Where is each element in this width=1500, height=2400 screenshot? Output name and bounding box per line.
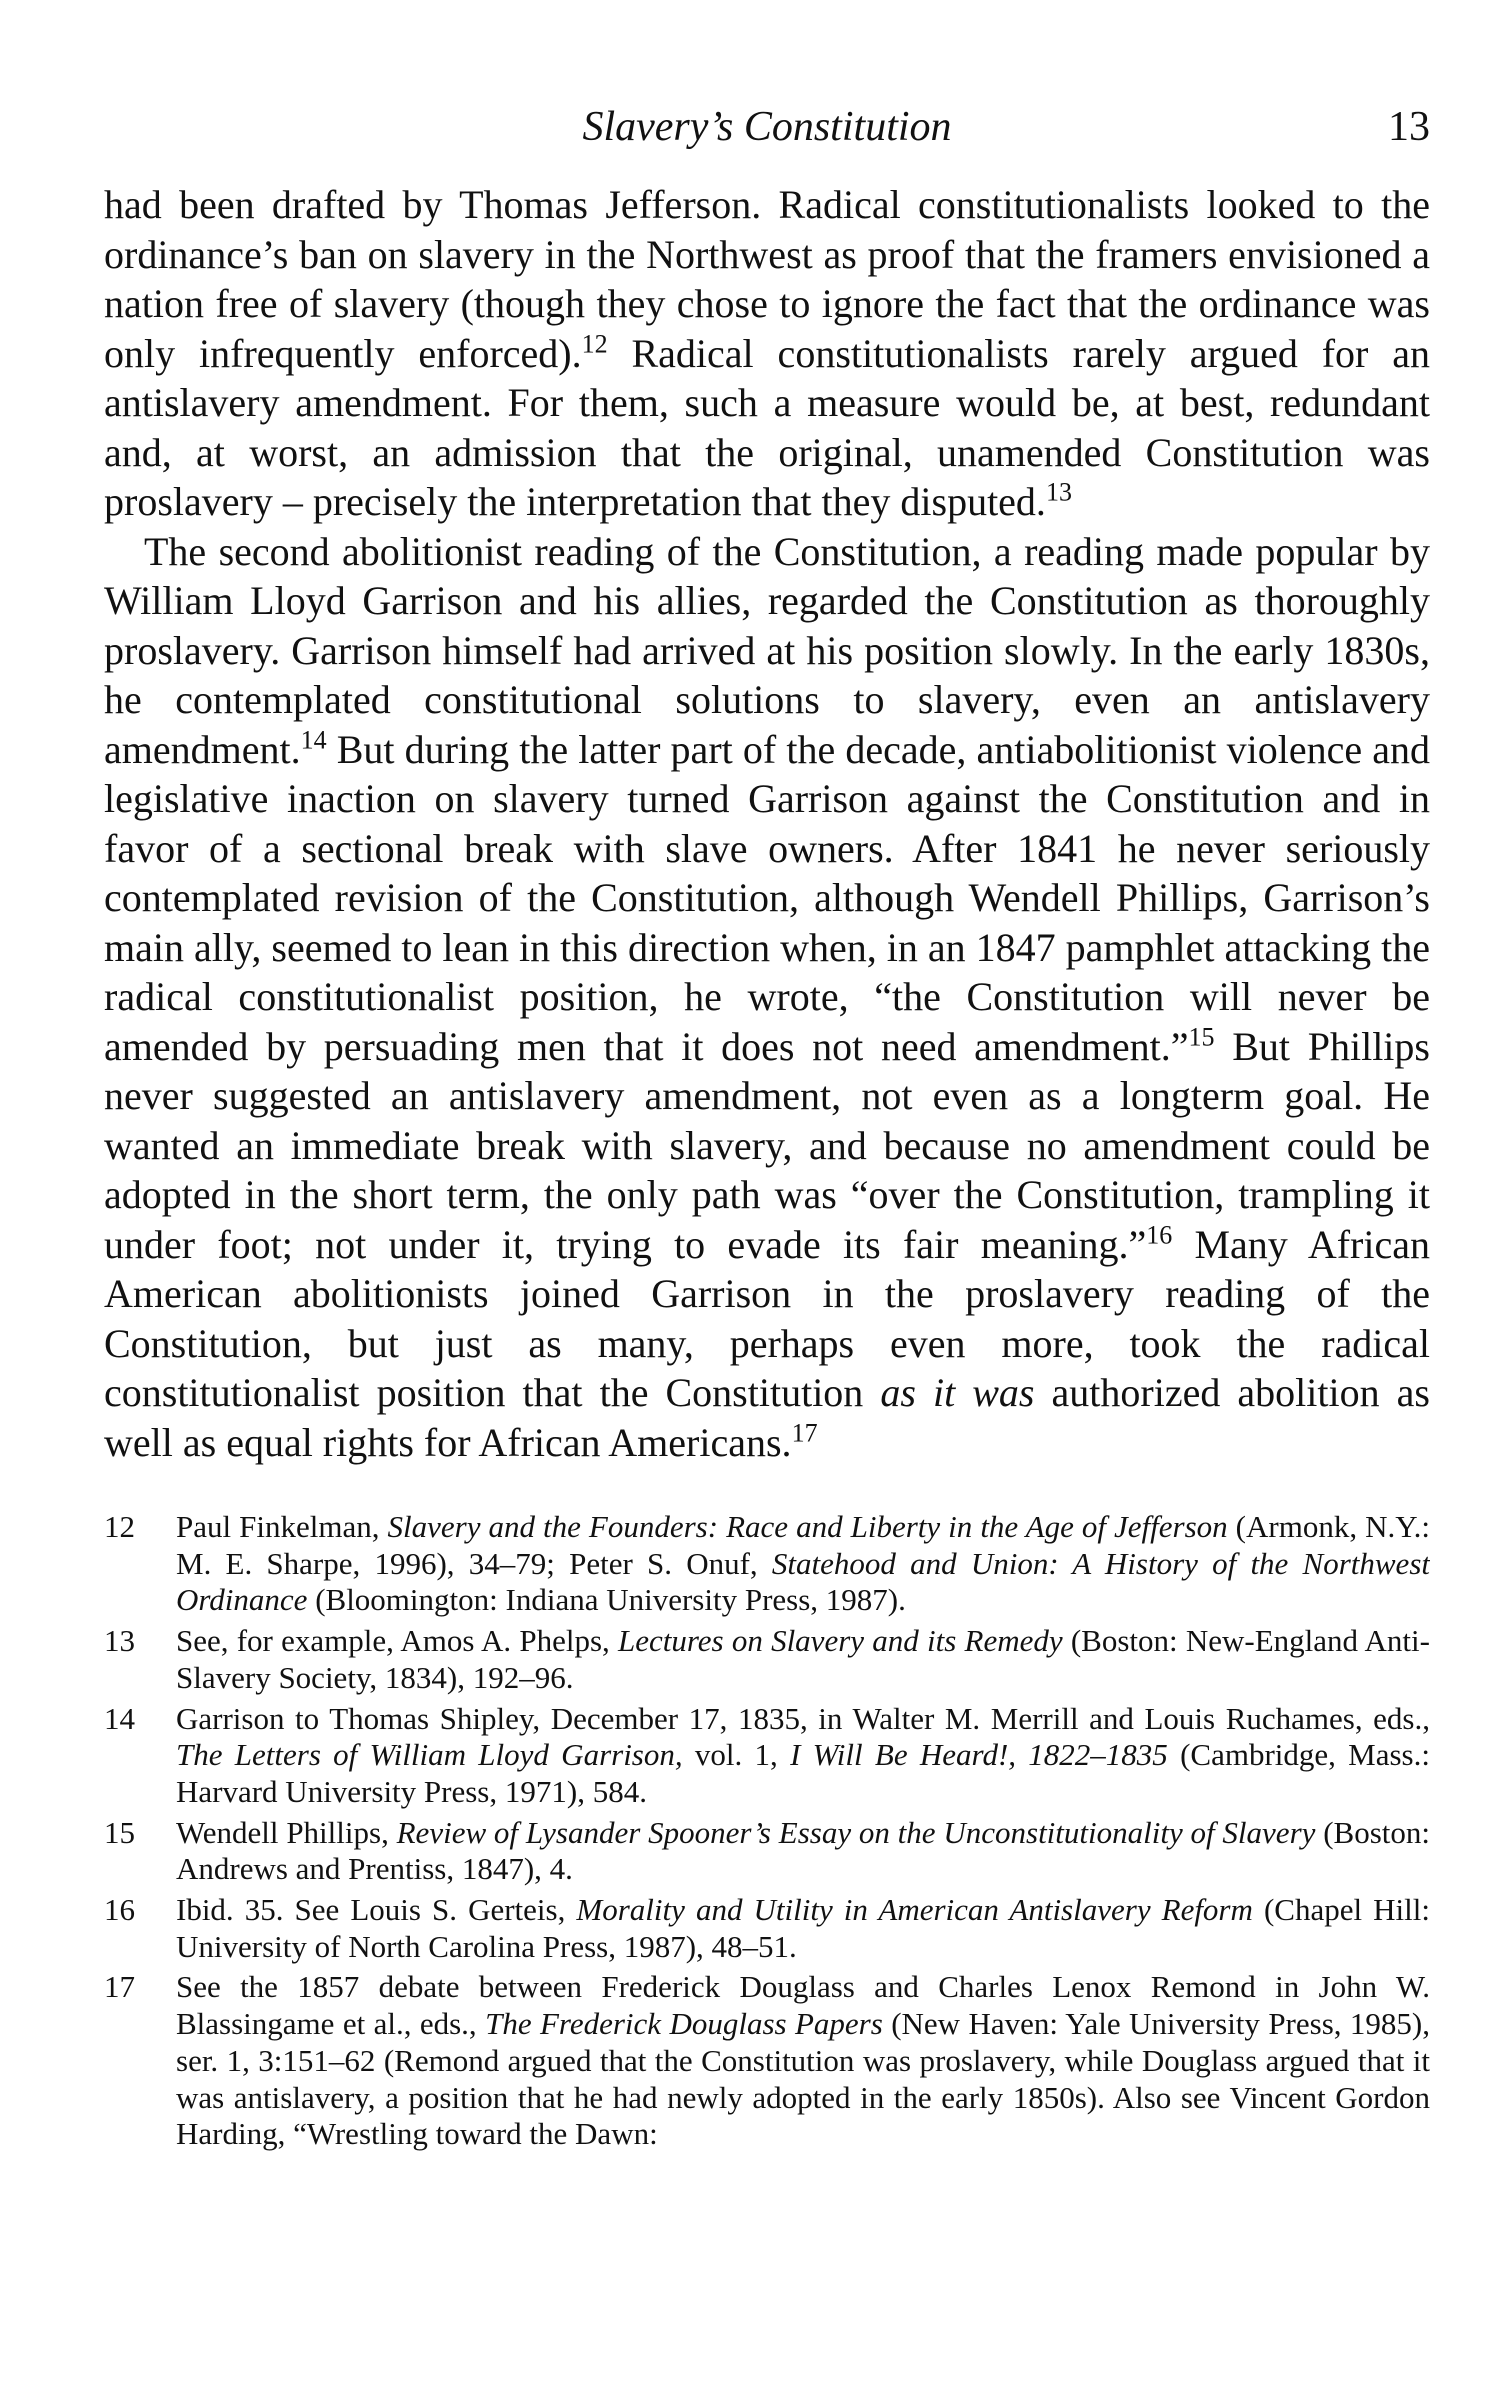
footnote-text bbox=[176, 1509, 1430, 1619]
text-run: The second abolitionist reading of the Constitution, a reading made popular by William Lloyd Garrison and his allies, regarded the Constitution as thoroughly proslavery. Garrison himself had arrived at his position slowly. In the early 1830s, he contemplated constitutional solutions to slavery, even an antislavery amendment. bbox=[104, 528, 1430, 772]
footnote-number: 15 bbox=[104, 1814, 135, 1850]
paragraph-1 bbox=[104, 180, 1430, 527]
italic-text: as it was bbox=[880, 1370, 1035, 1415]
running-head bbox=[104, 92, 1430, 162]
text-run: (Boston: Andrews and Prentiss, 1847), 4. bbox=[176, 1814, 1430, 1887]
footnote-number: 16 bbox=[104, 1892, 135, 1928]
footnote-number: 17 bbox=[104, 1969, 135, 2005]
footnote-text bbox=[176, 1892, 1430, 1965]
book-page bbox=[104, 92, 1430, 2392]
note-reference: 16 bbox=[1146, 1220, 1173, 1250]
italic-text: I Will Be Heard!, 1822–1835 bbox=[790, 1737, 1168, 1773]
text-run: Wendell Phillips, bbox=[176, 1814, 397, 1850]
text-run: (Armonk, N.Y.: M. E. Sharpe, 1996), 34–79; Peter S. Onuf, bbox=[176, 1509, 1430, 1581]
text-run: (Bloomington: Indiana University Press, 1987). bbox=[307, 1582, 906, 1618]
footnote bbox=[104, 1623, 1430, 1696]
italic-text: Statehood and Union: A History of the Northwest Ordinance bbox=[176, 1545, 1430, 1618]
italic-text: Slavery and the Founders: Race and Liberty in the Age of Jefferson bbox=[387, 1509, 1228, 1544]
footnote-text bbox=[176, 1623, 1430, 1696]
footnote bbox=[104, 1892, 1430, 1965]
note-reference: 12 bbox=[581, 329, 608, 359]
italic-text: The Frederick Douglass Papers bbox=[485, 2006, 883, 2042]
text-run: Garrison to Thomas Shipley, December 17, 1835, in Walter M. Merrill and Louis Ruchames, eds., bbox=[176, 1700, 1430, 1736]
text-run: But during the latter part of the decade, antiabolitionist violence and legislative inaction on slavery turned Garrison against the Constitution and in favor of a sectional break with slave owners. After 1841 he never seriously contemplated revision of the Constitution, although Wendell Phillips, Garrison’s main ally, seemed to lean in this direction when, in an 1847 pamphlet attacking the radical constitutionalist position, he wrote, “the Constitution will never be amended by persuading men that it does not need amendment.” bbox=[104, 726, 1430, 1069]
italic-text: Review of Lysander Spooner’s Essay on the Unconstitutionality of Slavery bbox=[396, 1814, 1316, 1850]
text-run: had been drafted by Thomas Jefferson. Radical constitutionalists looked to the ordinance’s ban on slavery in the Northwest as proof that the framers envisioned a nation free of slavery (though they chose to ignore the fact that the ordinance was only infrequently enforced). bbox=[104, 182, 1430, 376]
text-run: (Boston: New-England Anti-Slavery Society, 1834), 192–96. bbox=[176, 1623, 1430, 1695]
note-reference: 17 bbox=[791, 1418, 818, 1448]
running-title: Slavery’s Constitution bbox=[582, 104, 952, 150]
paragraph-2 bbox=[104, 527, 1430, 1468]
text-run: But Phillips never suggested an antislavery amendment, not even as a longterm goal. He wanted an immediate break with slavery, and because no amendment could be adopted in the short term, the only path was “over the Constitution, trampling it under foot; not under it, trying to evade its fair meaning.” bbox=[104, 1023, 1430, 1267]
footnote bbox=[104, 1969, 1430, 2153]
footnote-number: 13 bbox=[104, 1623, 135, 1659]
body-text bbox=[104, 180, 1430, 1467]
italic-text: Morality and Utility in American Antislavery Reform bbox=[576, 1892, 1253, 1928]
italic-text: Lectures on Slavery and its Remedy bbox=[618, 1623, 1063, 1659]
footnote bbox=[104, 1815, 1430, 1888]
footnote-text bbox=[176, 1701, 1430, 1811]
footnotes bbox=[104, 1509, 1430, 2153]
note-reference: 14 bbox=[300, 725, 327, 755]
text-run: Radical constitutionalists rarely argued for an antislavery amendment. For them, such a measure would be, at best, redundant and, at worst, an admission that the original, unamended Constitution was proslavery – precisely the interpretation that they disputed. bbox=[104, 330, 1430, 524]
text-run: (Cambridge, Mass.: Harvard University Press, 1971), 584. bbox=[176, 1737, 1430, 1809]
italic-text: The Letters of William Lloyd Garrison, bbox=[176, 1737, 683, 1773]
footnote bbox=[104, 1509, 1430, 1619]
footnote-text bbox=[176, 1969, 1430, 2153]
footnote-number: 14 bbox=[104, 1700, 135, 1736]
note-reference: 13 bbox=[1045, 477, 1072, 507]
text-run: Many African American abolitionists joined Garrison in the proslavery reading of the Constitution, but just as many, perhaps even more, took the radical constitutionalist position that the Constitution bbox=[104, 1221, 1430, 1415]
page-number: 13 bbox=[1388, 104, 1430, 150]
text-run: See, for example, Amos A. Phelps, bbox=[176, 1623, 618, 1659]
text-run: authorized abolition as well as equal rights for African Americans. bbox=[104, 1370, 1430, 1465]
footnote-text bbox=[176, 1815, 1430, 1888]
text-run: See the 1857 debate between Frederick Douglass and Charles Lenox Remond in John W. Blassingame et al., eds., bbox=[176, 1969, 1430, 2042]
text-run: (Chapel Hill: University of North Carolina Press, 1987), 48–51. bbox=[176, 1892, 1430, 1964]
footnote-number: 12 bbox=[104, 1509, 135, 1544]
footnote bbox=[104, 1701, 1430, 1811]
text-run: Ibid. 35. See Louis S. Gerteis, bbox=[176, 1892, 577, 1928]
text-run: Paul Finkelman, bbox=[176, 1509, 388, 1544]
note-reference: 15 bbox=[1188, 1022, 1215, 1052]
text-run: (New Haven: Yale University Press, 1985), ser. 1, 3:151–62 (Remond argued that the Constitution was proslavery, while Douglass argued that it was antislavery, a position that he had newly adopted in the early 1850s). Also see Vincent Gordon Harding, “Wrestling toward the Dawn: bbox=[176, 2006, 1430, 2152]
text-run: vol. 1, bbox=[682, 1737, 791, 1773]
